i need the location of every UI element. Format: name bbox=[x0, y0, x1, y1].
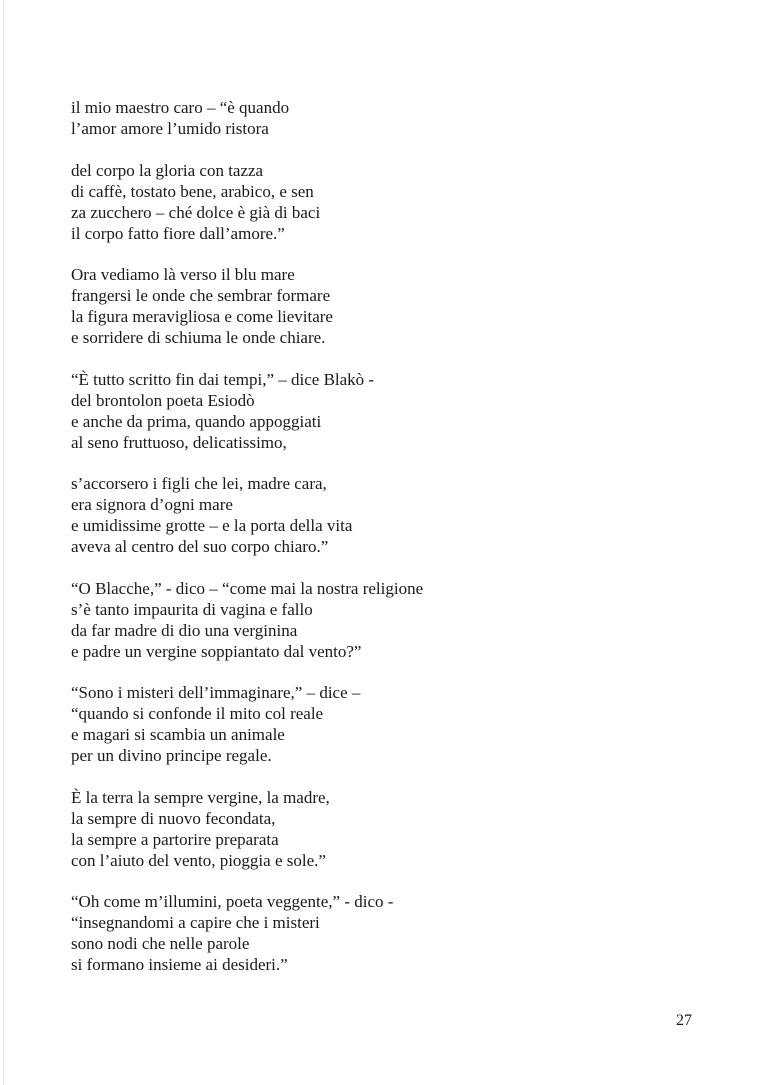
poem-line: l’amor amore l’umido ristora bbox=[71, 119, 269, 138]
poem-line: Ora vediamo là verso il blu mare bbox=[71, 265, 295, 284]
stanza bbox=[71, 891, 711, 975]
poem-line: e anche da prima, quando appoggiati bbox=[71, 411, 322, 431]
poem-line: sono nodi che nelle parole bbox=[71, 934, 250, 953]
poem-line: da far madre di dio una verginina bbox=[71, 620, 298, 640]
page-edge-line bbox=[3, 0, 4, 1085]
poem-line: e padre un vergine soppiantato dal vento?” bbox=[71, 641, 362, 661]
poem-line: frangersi le onde che sembrar formare bbox=[71, 286, 331, 305]
poem-line: e umidissime grotte – e la porta della vita bbox=[71, 516, 353, 535]
poem-line: za zucchero – ché dolce è già di baci bbox=[71, 202, 321, 222]
poem-line: il mio maestro caro – “è quando bbox=[71, 98, 290, 117]
poem-line: il corpo fatto fiore dall’amore.” bbox=[71, 223, 285, 243]
stanza bbox=[71, 682, 711, 766]
poem-line: e magari si scambia un animale bbox=[71, 725, 285, 744]
poem-line: la figura meravigliosa e come lievitare bbox=[71, 307, 333, 326]
poem-line: si formano insieme ai desideri.” bbox=[71, 955, 288, 974]
poem-line: “insegnandomi a capire che i misteri bbox=[71, 913, 320, 932]
poem-line: È la terra la sempre vergine, la madre, bbox=[71, 787, 330, 807]
stanza bbox=[71, 787, 711, 871]
poem-line: la sempre di nuovo fecondata, bbox=[71, 808, 276, 828]
poem-line: “È tutto scritto fin dai tempi,” – dice Blakò - bbox=[71, 369, 375, 389]
poem-line: s’è tanto impaurita di vagina e fallo bbox=[71, 599, 313, 619]
page-number: 27 bbox=[676, 1012, 692, 1029]
poem-line: di caffè, tostato bene, arabico, e sen bbox=[71, 181, 314, 201]
poem-line: aveva al centro del suo corpo chiaro.” bbox=[71, 537, 329, 556]
poem-line: per un divino principe regale. bbox=[71, 746, 272, 765]
poem-line: “quando si confonde il mito col reale bbox=[71, 704, 324, 723]
poem-body bbox=[71, 97, 711, 996]
poem-line: e sorridere di schiuma le onde chiare. bbox=[71, 328, 326, 347]
poem-line: “Sono i misteri dell’immaginare,” – dice – bbox=[71, 683, 361, 702]
stanza bbox=[71, 369, 711, 453]
poem-line: del corpo la gloria con tazza bbox=[71, 160, 264, 180]
stanza bbox=[71, 578, 711, 662]
poem-line: la sempre a partorire preparata bbox=[71, 829, 279, 849]
poem-line: s’accorsero i figli che lei, madre cara, bbox=[71, 474, 327, 493]
poem-line: “Oh come m’illumini, poeta veggente,” - dico - bbox=[71, 892, 394, 911]
poem-line: al seno fruttuoso, delicatissimo, bbox=[71, 432, 287, 452]
stanza bbox=[71, 97, 711, 139]
poem-line: “O Blacche,” - dico – “come mai la nostra religione bbox=[71, 578, 424, 598]
poem-line: era signora d’ogni mare bbox=[71, 495, 233, 514]
poem-line: con l’aiuto del vento, pioggia e sole.” bbox=[71, 850, 326, 870]
stanza bbox=[71, 160, 711, 244]
stanza bbox=[71, 264, 711, 348]
stanza bbox=[71, 473, 711, 557]
poem-line: del brontolon poeta Esiodò bbox=[71, 390, 255, 410]
